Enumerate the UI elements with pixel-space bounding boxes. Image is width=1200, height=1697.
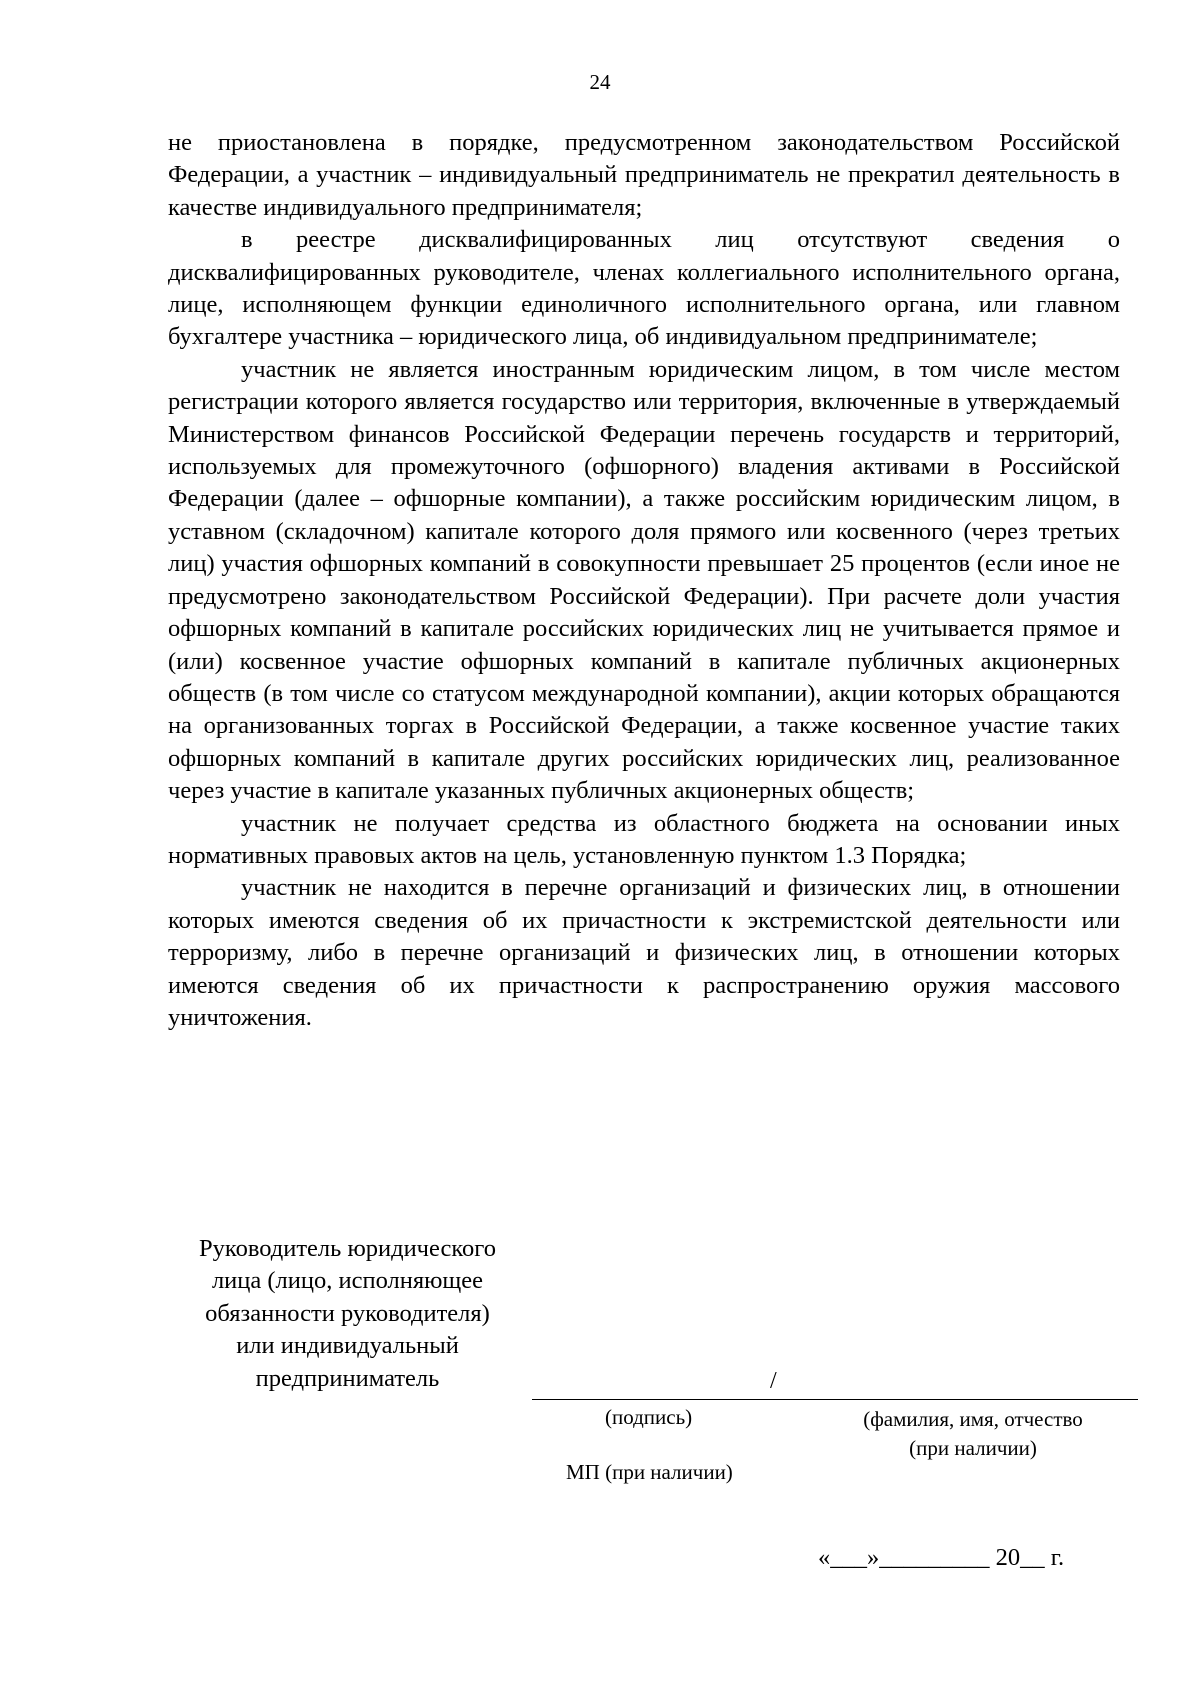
signatory-line: Руководитель юридического	[199, 1235, 496, 1262]
signature-separator: /	[770, 1368, 777, 1394]
paragraph-4: участник не получает средства из областного бюджета на основании иных нормативных правовых актов на цель, установленную пунктом 1.3 Порядка;	[168, 809, 1120, 869]
paragraph-5: участник не находится в перечне организаций и физических лиц, в отношении которых имеются сведения об их причастности к экстремистской деятельности или терроризму, либо в перечне организаций и физических лиц, в отношении которых имеются сведения об их причастности к распространению оружия массового уничтожения.	[168, 874, 1120, 1031]
paragraph-2: в реестре дисквалифицированных лиц отсутствуют сведения о дисквалифицированных руководителе, членах коллегиального исполнительного органа, лице, исполняющем функции единоличного исполнительного органа, или главном бухгалтере участника – юридического лица, об индивидуальном предпринимателе;	[168, 226, 1120, 351]
signature-line	[532, 1399, 1138, 1400]
date-line: «___»_________ 20__ г.	[818, 1544, 1065, 1571]
name-caption	[823, 1405, 1123, 1463]
stamp-label: МП (при наличии)	[566, 1460, 733, 1484]
name-caption-line: (фамилия, имя, отчество	[863, 1407, 1083, 1431]
signature-caption: (подпись)	[605, 1405, 693, 1429]
signatory-line: предприниматель	[255, 1364, 440, 1392]
signatory-line: лица (лицо, исполняющее	[211, 1267, 484, 1295]
signatory-title	[165, 1233, 530, 1395]
paragraph-1: не приостановлена в порядке, предусмотренном законодательством Российской Федерации, а участник – индивидуальный предприниматель не прекратил деятельность в качестве индивидуального предпринимателя;	[168, 129, 1120, 221]
name-caption-line: (при наличии)	[909, 1436, 1037, 1460]
paragraph-3: участник не является иностранным юридическим лицом, в том числе местом регистрации которого является государство или территория, включенные в утверждаемый Министерством финансов Российской Федерации перечень государств и территорий, используемых для промежуточного (офшорного) владения активами в Российской Федерации (далее – офшорные компании), а также российским юридическим лицом, в уставном (складочном) капитале которого доля прямого или косвенного (через третьих лиц) участия офшорных компаний в совокупности превышает 25 процентов (если иное не предусмотрено законодательством Российской Федерации). При расчете доли участия офшорных компаний в капитале российских юридических лиц не учитывается прямое и (или) косвенное участие офшорных компаний в капитале публичных акционерных обществ (в том числе со статусом международной компании), акции которых обращаются на организованных торгах в Российской Федерации, а также косвенное участие таких офшорных компаний в капитале других российских юридических лиц, реализованное через участие в капитале указанных публичных акционерных обществ;	[168, 355, 1120, 805]
page-number: 24	[589, 70, 611, 94]
body-text	[168, 127, 1120, 1034]
signatory-line: или индивидуальный	[236, 1332, 459, 1360]
signatory-line: обязанности руководителя)	[205, 1299, 490, 1327]
